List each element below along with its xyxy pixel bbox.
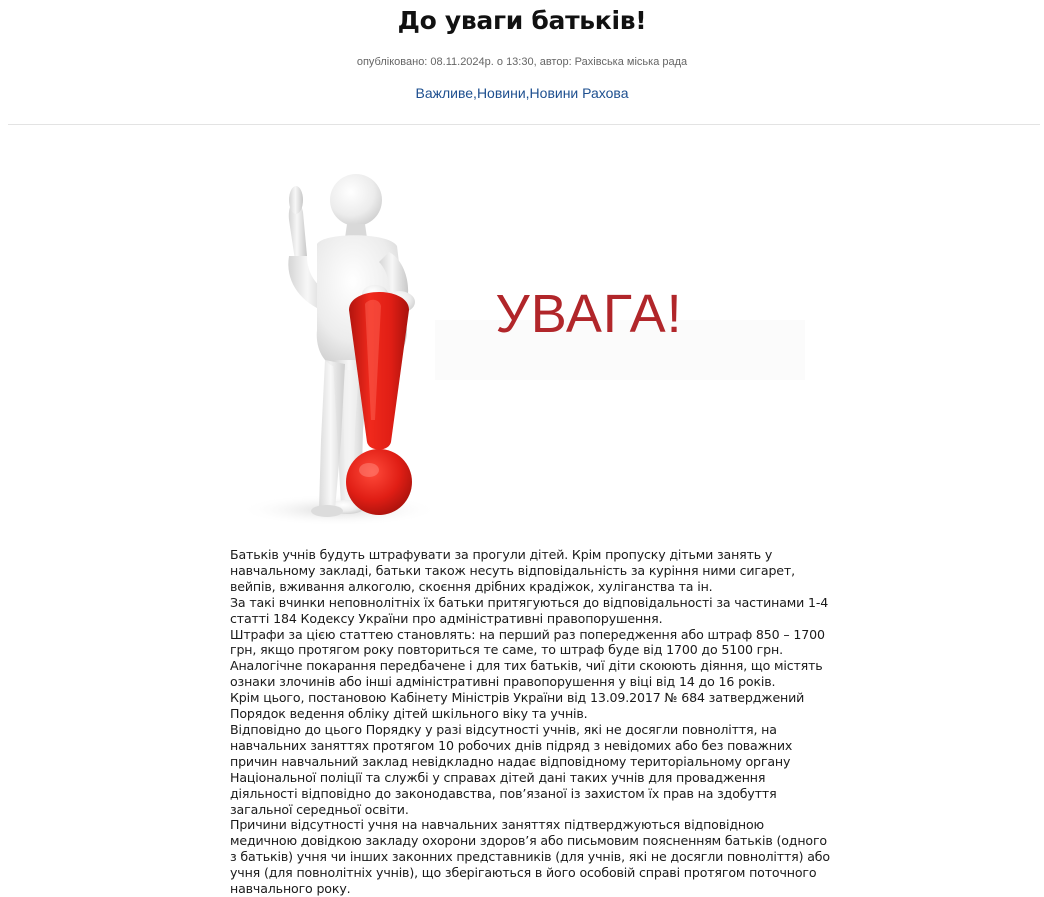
article-paragraph: Штрафи за цією статтею становлять: на перший раз попередження або штраф 850 – 1700 грн, якщо протягом року повториться те саме, то штраф буде від 1700 до 5100 грн. (230, 626, 825, 658)
article-body (230, 547, 830, 897)
category-separator: , (525, 85, 530, 101)
page-title: До уваги батьків! (397, 6, 647, 35)
category-link-news[interactable]: Новини (476, 85, 526, 101)
article-paragraph: Відповідно до цього Порядку у разі відсутності учнів, які не досягли повноліття, на навчальних заняттях протягом 10 робочих днів підряд з невідомих або без поважних причин навчальний заклад невідкладно надає відповідному територіальному органу Національної поліції та службі у справах дітей дані таких учнів для провадження діяльності відповідно до законодавства, пов’язаної із захистом їх прав на здобуття загальної середньої освіти. (230, 721, 793, 817)
poster-headline: УВАГА! (495, 284, 683, 344)
category-separator: , (473, 85, 477, 101)
article-paragraph: За такі вчинки неповнолітніх їх батьки притягуються до відповідальності за частинами 1-4 статті 184 Кодексу України про адміністративні правопорушення. (230, 594, 829, 626)
attention-illustration (229, 160, 809, 538)
article-paragraph: Аналогічне покарання передбачене і для тих батьків, чиї діти скоюють діяння, що містять ознаки злочинів або інші адміністративні правопорушення у віці від 14 до 16 років. (230, 658, 823, 690)
publication-meta: опубліковано: 08.11.2024р. о 13:30, автор: Рахівська міська рада (356, 56, 688, 68)
article-paragraph: Батьків учнів будуть штрафувати за прогули дітей. Крім пропуску дітьми занять у навчальному закладі, батьки також несуть відповідальність за куріння ними сигарет, вейпів, вживання алкоголю, скоєння дрібних крадіжок, хуліганства та ін. (230, 547, 795, 594)
article-paragraph: Причини відсутності учня на навчальних заняттях підтверджуються відповідною медичною довідкою закладу охорони здоров’я або письмовим поясненням батьків (одного з батьків) учня чи інших законних представників (для учнів, які не досягли повноліття) або учня (для повнолітніх учнів), що зберігаються в його особовій справі протягом поточного навчального року. (230, 817, 830, 897)
header-divider (8, 124, 1040, 125)
category-link-important[interactable]: Важливе (415, 85, 474, 101)
category-link-rakhiv-news[interactable]: Новини Рахова (529, 85, 629, 101)
category-links (0, 84, 1044, 102)
article-paragraph: Крім цього, постановою Кабінету Міністрів України від 13.09.2017 № 684 затверджений Порядок ведення обліку дітей шкільного віку та учнів. (230, 690, 805, 722)
article-header (0, 0, 1044, 124)
attention-poster-image (229, 160, 809, 538)
